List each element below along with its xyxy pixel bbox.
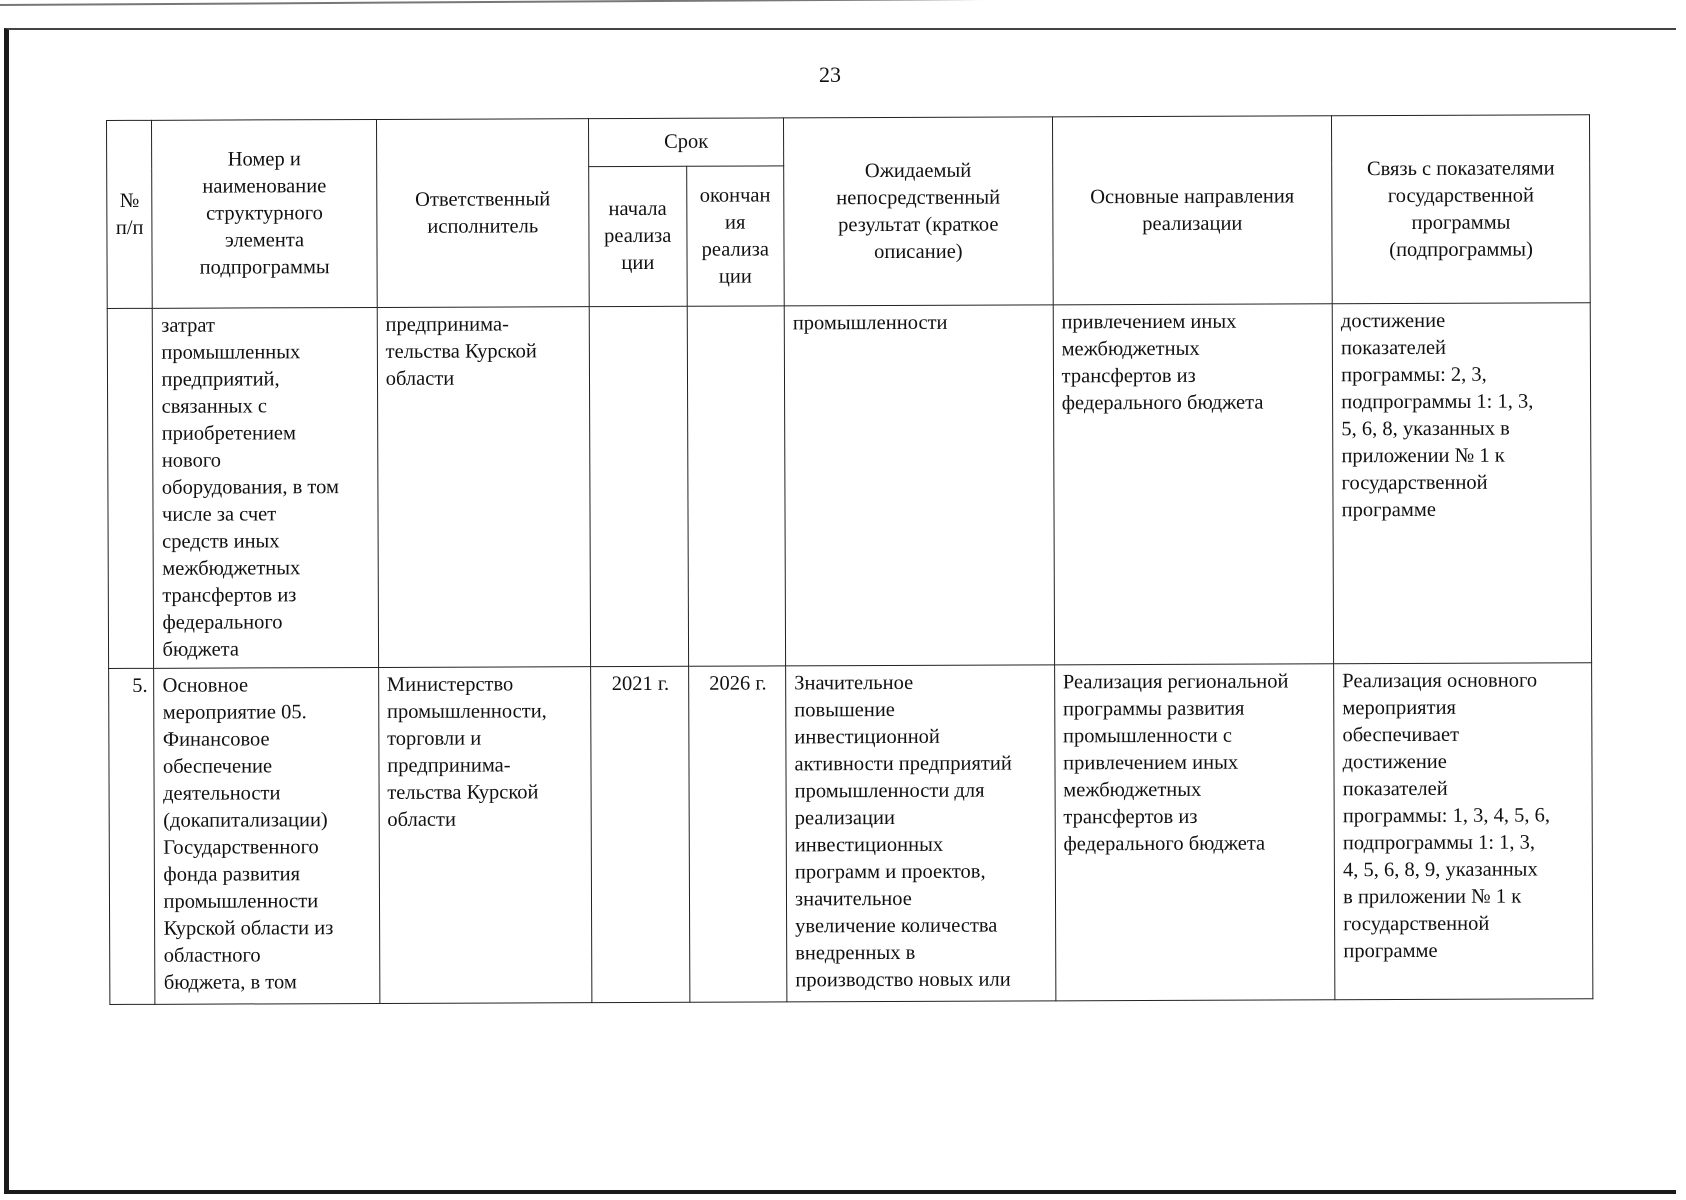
header-row-1: [107, 115, 1590, 169]
header-start: начала реализа ции: [589, 166, 687, 306]
cell-end: 2026 г.: [688, 666, 787, 1002]
header-directions: Основные направления реализации: [1052, 116, 1332, 305]
cell-start: [589, 306, 688, 666]
header-name: Номер и наименование структурного элемента подпрограммы: [152, 119, 377, 308]
header-num: № п/п: [107, 120, 153, 308]
cell-num: [107, 308, 154, 668]
cell-result: Значительное повышение инвестиционной активности предприятий промышленности для реализации инвестиционных программ и проектов, значительное увеличение количества внедренных в производство новых или: [786, 665, 1056, 1002]
scan-top-edge: [0, 0, 1686, 6]
header-end: окончан ия реализа ции: [686, 166, 784, 306]
cell-responsible: предпринима- тельства Курской области: [377, 307, 591, 668]
program-table: [106, 114, 1593, 1005]
cell-start: 2021 г.: [591, 666, 690, 1002]
cell-responsible: Министерство промышленности, торговли и предпринима- тельства Курской области: [378, 667, 592, 1004]
table-row: [109, 663, 1593, 1005]
cell-indicators: достижение показателей программы: 2, 3, подпрограммы 1: 1, 3, 5, 6, 8, указанных в приложении № 1 к государственной программе: [1332, 303, 1591, 664]
header-result: Ожидаемый непосредственный результат (краткое описание): [784, 117, 1053, 306]
page-number: 23: [819, 62, 841, 87]
header-indicators: Связь с показателями государственной программы (подпрограммы): [1332, 115, 1591, 304]
table-row: [107, 303, 1591, 669]
cell-name: затрат промышленных предприятий, связанных с приобретением нового оборудования, в том числе за счет средств иных межбюджетных трансфертов из федерального бюджета: [153, 307, 379, 668]
cell-indicators: Реализация основного мероприятия обеспечивает достижение показателей программы: 1, 3, 4, 5, 6, подпрограммы 1: 1, 3, 4, 5, 6, 8, 9, указанных в приложении № 1 к государственной программе: [1334, 663, 1593, 1000]
header-term: Срок: [589, 118, 784, 167]
cell-directions: Реализация региональной программы развития промышленности с привлечением иных межбюджетных трансфертов из федерального бюджета: [1054, 664, 1335, 1001]
cell-result: промышленности: [784, 305, 1054, 666]
cell-end: [687, 306, 786, 666]
cell-name: Основное мероприятие 05. Финансовое обеспечение деятельности (докапитализации) Государственного фонда развития промышленности Курской области из областного бюджета, в том: [154, 667, 380, 1004]
cell-num: 5.: [109, 668, 156, 1004]
cell-directions: привлечением иных межбюджетных трансфертов из федерального бюджета: [1053, 304, 1334, 665]
header-responsible: Ответственный исполнитель: [376, 119, 589, 308]
